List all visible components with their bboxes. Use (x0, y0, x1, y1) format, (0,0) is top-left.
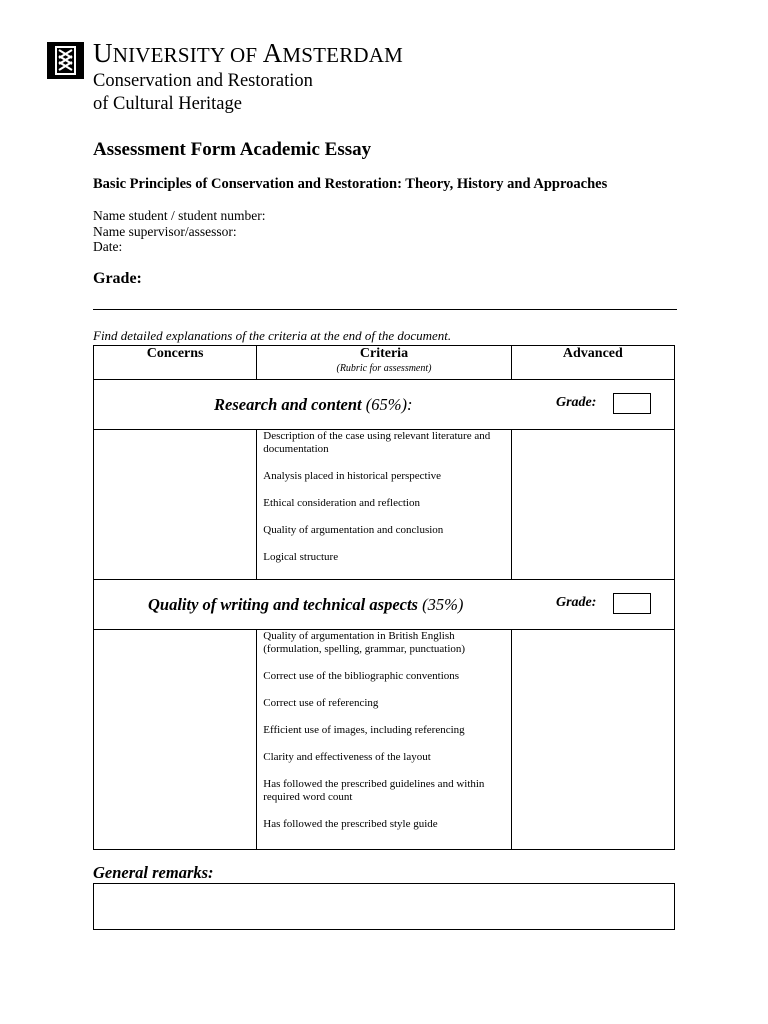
university-name: UNIVERSITY OF AMSTERDAM (93, 38, 404, 68)
criterion: Analysis placed in historical perspective (263, 470, 442, 482)
supervisor-field[interactable]: Name supervisor/assessor: (93, 223, 237, 239)
divider (93, 309, 677, 310)
criterion: Quality of argumentation in British English (formulation, spelling, grammar, punctuation) (263, 630, 466, 655)
section-title-writing: Quality of writing and technical aspects (35%) (148, 595, 464, 614)
criteria-cell-research (257, 430, 511, 580)
general-remarks-box[interactable] (93, 883, 675, 930)
criteria-row-research (94, 430, 675, 580)
header-concerns: Concerns (94, 346, 257, 380)
criteria-row-writing (94, 630, 675, 850)
section-grade-label: Grade: (556, 395, 597, 410)
criterion: Has followed the prescribed guidelines and within required word count (263, 778, 485, 803)
advanced-cell-writing[interactable] (511, 630, 674, 850)
department-line-2: of Cultural Heritage (93, 94, 242, 114)
department-line-1: Conservation and Restoration (93, 71, 313, 91)
criteria-cell-writing (257, 630, 511, 850)
criterion: Description of the case using relevant literature and documentation (263, 430, 491, 455)
grade-box-writing[interactable] (613, 593, 651, 614)
info-fields (93, 208, 265, 255)
overall-grade-label: Grade: (93, 270, 142, 287)
header-advanced: Advanced (511, 346, 674, 380)
assessment-table (93, 345, 675, 850)
criteria-note: Find detailed explanations of the criteria at the end of the document. (93, 328, 452, 343)
advanced-cell-research[interactable] (511, 430, 674, 580)
table-header-row (94, 346, 675, 380)
concerns-cell-writing[interactable] (94, 630, 257, 850)
date-field[interactable]: Date: (93, 239, 123, 254)
department-name (93, 70, 313, 116)
university-logo (47, 42, 84, 79)
criterion: Clarity and effectiveness of the layout (263, 751, 431, 763)
section-cell (94, 580, 675, 630)
criterion: Efficient use of images, including referencing (263, 724, 465, 736)
general-remarks-label: General remarks: (93, 863, 214, 882)
criterion: Correct use of referencing (263, 697, 379, 709)
crest-icon (47, 42, 84, 79)
criterion: Ethical consideration and reflection (263, 497, 420, 509)
criterion: Has followed the prescribed style guide (263, 818, 438, 830)
form-title: Assessment Form Academic Essay (93, 139, 372, 160)
section-title-research: Research and content (65%): (214, 395, 413, 414)
section-row-writing (94, 580, 675, 630)
concerns-cell-research[interactable] (94, 430, 257, 580)
rubric-note: (Rubric for assessment) (336, 363, 432, 374)
criterion: Logical structure (263, 551, 339, 563)
student-field[interactable]: Name student / student number: (93, 208, 266, 223)
section-row-research (94, 380, 675, 430)
criterion: Correct use of the bibliographic conventions (263, 670, 460, 682)
header-criteria: Criteria (Rubric for assessment) (257, 346, 511, 380)
course-title: Basic Principles of Conservation and Restoration: Theory, History and Approaches (93, 176, 608, 192)
section-cell (94, 380, 675, 430)
section-grade-label: Grade: (556, 595, 597, 610)
criterion: Quality of argumentation and conclusion (263, 524, 444, 536)
grade-box-research[interactable] (613, 393, 651, 414)
